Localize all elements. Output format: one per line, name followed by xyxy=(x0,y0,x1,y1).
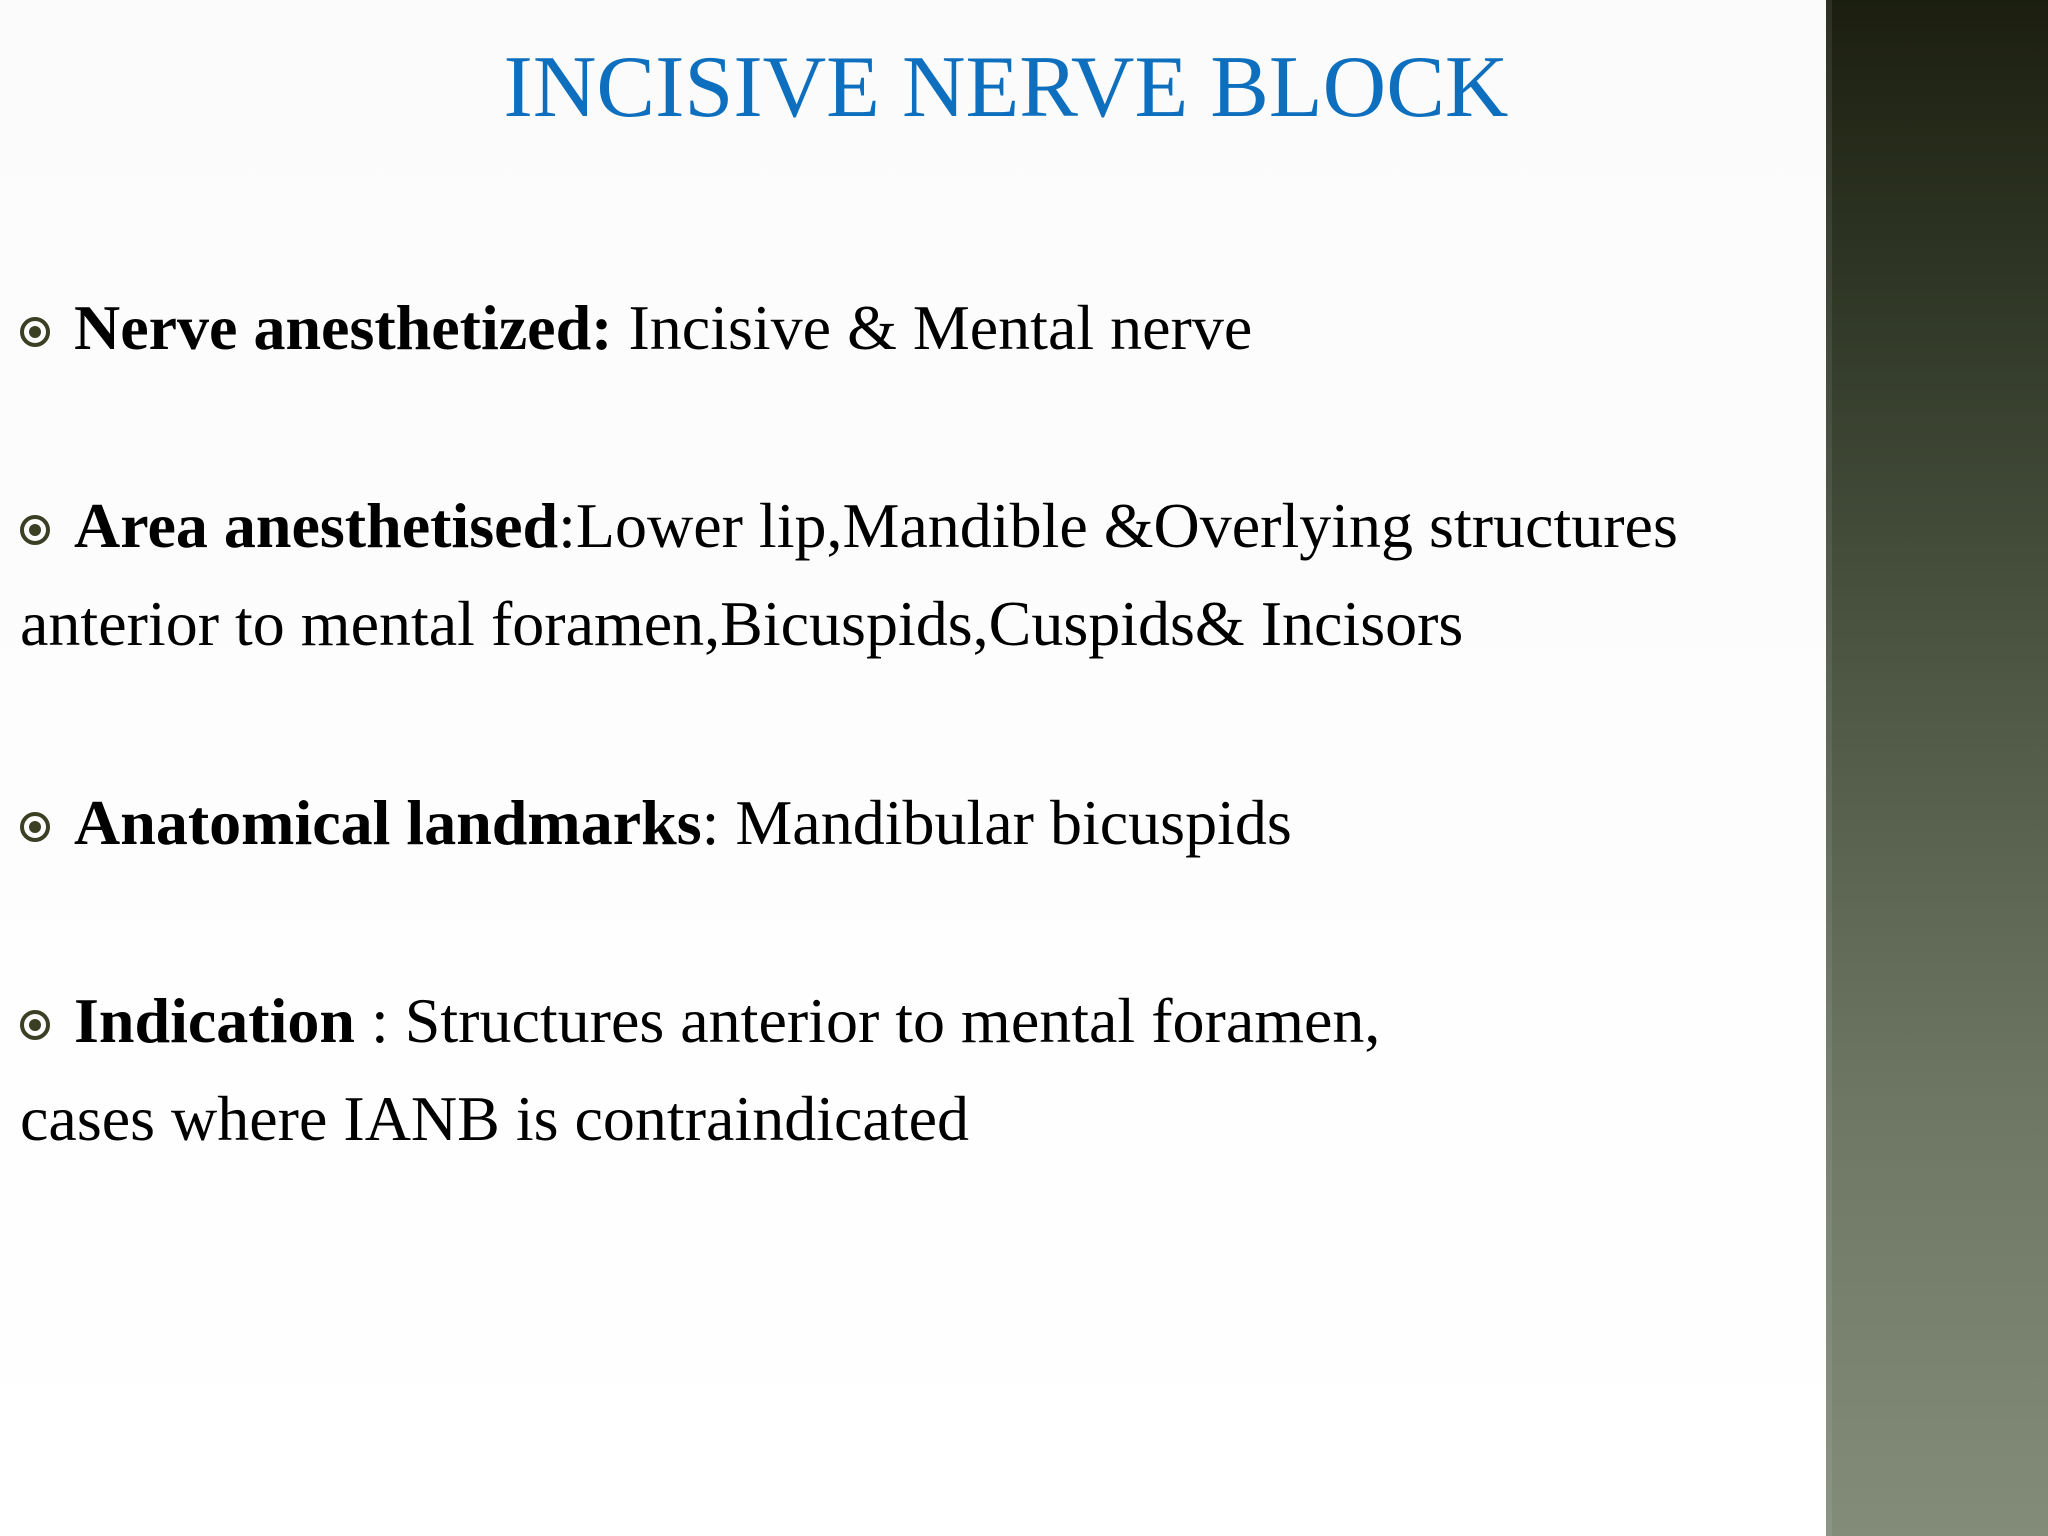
bullet-anatomical-landmarks xyxy=(20,774,1810,872)
bullet-line xyxy=(20,279,1810,377)
circled-dot-bullet-icon xyxy=(20,317,50,347)
bullet-label: Area anesthetised xyxy=(74,490,559,561)
bullet-label: Anatomical landmarks xyxy=(74,787,702,858)
decorative-side-panel xyxy=(1826,0,2048,1536)
bullet-label: Indication xyxy=(74,985,355,1056)
bullet-text: : Structures anterior to mental foramen, xyxy=(354,985,1381,1056)
bullet-text: :Lower lip,Mandible &Overlying structures xyxy=(558,490,1678,561)
circled-dot-bullet-icon xyxy=(20,515,50,545)
bullet-label: Nerve anesthetized: xyxy=(74,292,613,363)
bullet-continuation: cases where IANB is contraindicated xyxy=(20,1083,969,1154)
bullet-area-anesthetised xyxy=(20,477,1810,673)
bullet-line xyxy=(20,774,1810,872)
circled-dot-bullet-icon xyxy=(20,1010,50,1040)
bullet-continuation: anterior to mental foramen,Bicuspids,Cuspids& Incisors xyxy=(20,588,1464,659)
bullet-line xyxy=(20,972,1810,1070)
bullet-line xyxy=(20,477,1810,575)
bullet-nerve-anesthetized xyxy=(20,279,1810,377)
slide-title: INCISIVE NERVE BLOCK xyxy=(503,39,1509,136)
circled-dot-bullet-icon xyxy=(20,812,50,842)
bullet-indication xyxy=(20,972,1810,1168)
bullet-text: : Mandibular bicuspids xyxy=(701,787,1292,858)
bullet-text: Incisive & Mental nerve xyxy=(612,292,1253,363)
